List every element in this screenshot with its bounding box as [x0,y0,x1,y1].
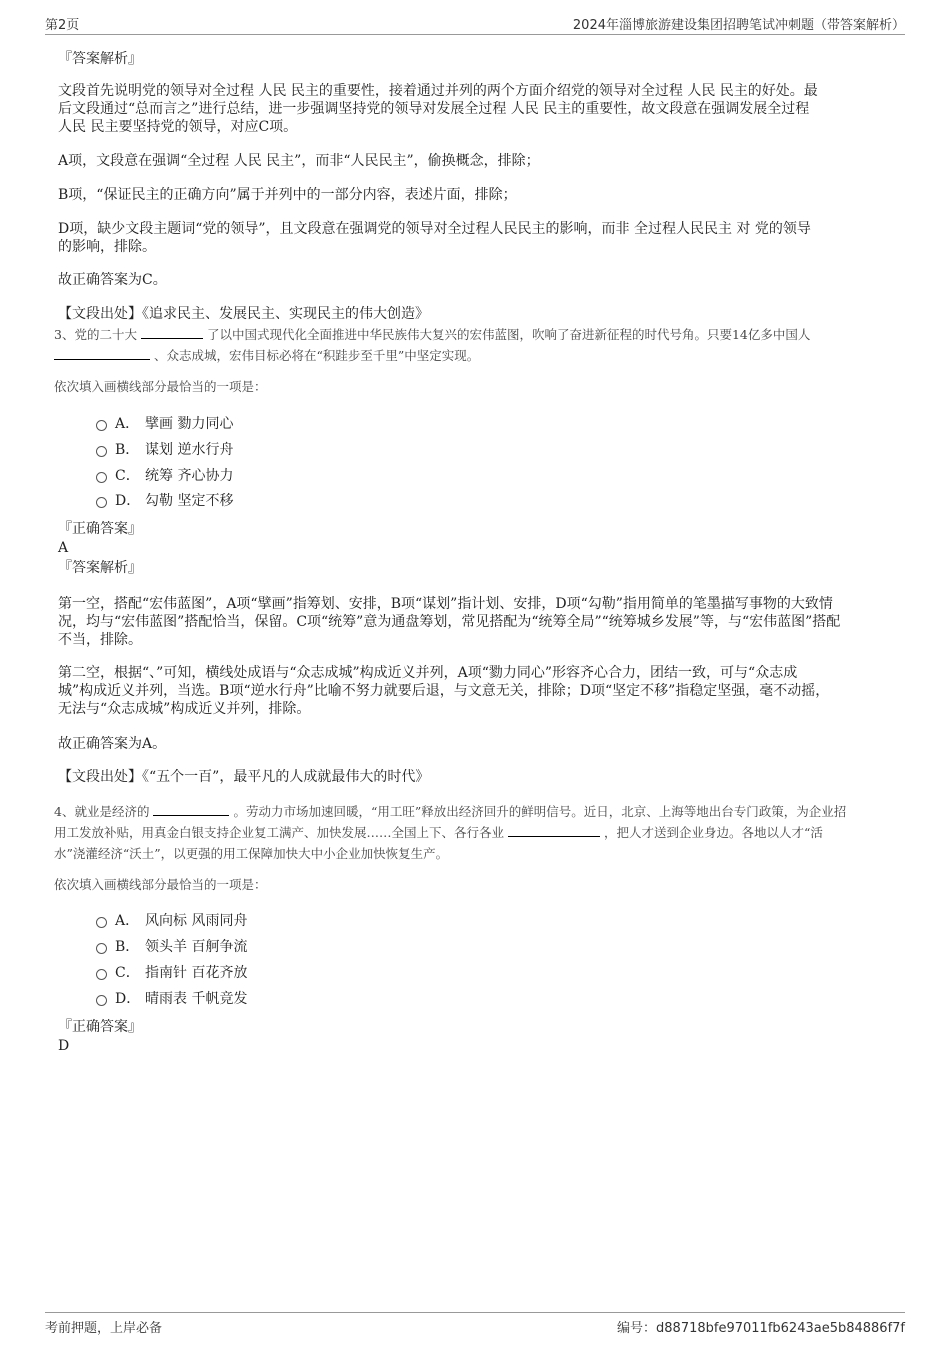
stem-line [54,801,904,822]
option-d[interactable] [96,491,233,511]
option-c[interactable] [96,466,233,486]
question-stem [54,801,904,864]
option-text: 统筹 齐心协力 [145,468,234,484]
radio-icon[interactable] [96,995,107,1006]
option-c[interactable] [96,963,247,983]
text-line: 第一空，搭配“宏伟蓝图”，A项“擘画”指筹划、安排，B项“谋划”指计划、安排，D项“勾勒”指用简单的笔墨描写事物的大致情 [58,596,833,612]
conclusion: 故正确答案为A。 [58,736,167,752]
text-line: 况，均与“宏伟蓝图”搭配恰当，保留。C项“统筹”意为通盘筹划，常见搭配为“统筹全局”“统筹城乡发展”等，与“宏伟蓝图”搭配 [58,614,841,630]
text-line: 无法与“众志成城”构成近义并列，排除。 [58,701,311,717]
stem-text: 水”浇灌经济“沃土”，以更强的用工保障加快大中小企业加快恢复生产。 [54,846,449,861]
option-a[interactable] [96,911,247,931]
analysis-paragraph [58,664,898,718]
option-text: 谋划 逆水行舟 [145,442,234,458]
analysis-paragraph [58,595,898,649]
option-letter: D． [115,991,141,1007]
source: 【文段出处】《“五个一百”，最平凡的人成就最伟大的时代》 [58,769,430,785]
stem-line [54,345,904,366]
answer-tag: 『正确答案』 [58,1019,142,1035]
radio-icon[interactable] [96,420,107,431]
option-letter: B． [115,939,140,955]
answer: D [58,1038,70,1054]
stem-text: ，把人才送到企业身边。各地以人才“活 [603,825,823,840]
option-analysis-b: B项，“保证民主的正确方向”属于并列中的一部分内容，表述片面，排除； [58,187,517,203]
fill-blank [54,347,150,360]
text-line: D项，缺少文段主题词“党的领导”，且文段意在强调党的领导对全过程人民民主的影响，而非 全过程人民民主 对 党的领导 [58,221,811,237]
fill-blank [508,824,600,837]
question-stem [54,324,904,366]
option-letter: C． [115,965,140,981]
option-letter: A． [115,913,140,929]
text-line: 城”构成近义并列，当选。B项“逆水行舟”比喻不努力就要后退，与文意无关，排除；D项“坚定不移”指稳定坚强，毫不动摇， [58,683,830,699]
option-text: 指南针 百花齐放 [145,965,248,981]
stem-line [54,822,904,843]
option-a[interactable] [96,414,233,434]
conclusion: 故正确答案为C。 [58,272,167,288]
option-text: 晴雨表 千帆竞发 [145,991,248,1007]
option-text: 风向标 风雨同舟 [145,913,248,929]
option-text: 擘画 勠力同心 [145,416,234,432]
fill-blank [141,326,203,339]
page-number: 第2页 [45,18,80,33]
radio-icon[interactable] [96,969,107,980]
text-line: 后文段通过“总而言之”进行总结，进一步强调坚持党的领导对发展全过程 人民 民主的重要性，故文段意在强调发展全过程 [58,101,810,117]
radio-icon[interactable] [96,943,107,954]
source: 【文段出处】《追求民主、发展民主、实现民主的伟大创造》 [58,306,429,322]
radio-icon[interactable] [96,497,107,508]
text-line: 第二空，根据“、”可知，横线处成语与“众志成城”构成近义并列，A项“勠力同心”形容齐心合力，团结一致，可与“众志成 [58,665,798,681]
analysis-paragraph [58,82,898,136]
analysis-tag: 『答案解析』 [58,51,142,67]
option-letter: C． [115,468,140,484]
option-d[interactable] [96,989,247,1009]
document-title: 2024年淄博旅游建设集团招聘笔试冲刺题（带答案解析） [572,18,905,33]
fill-blank [153,803,229,816]
stem-text: 了以中国式现代化全面推进中华民族伟大复兴的宏伟蓝图，吹响了奋进新征程的时代号角。只要14亿多中国人 [206,327,811,342]
document-id: 编号：d88718bfe97011fb6243ae5b84886f7f [617,1321,905,1336]
page-header [45,12,905,35]
text-line: 人民 民主要坚持党的领导，对应C项。 [58,119,298,135]
option-analysis-d [58,220,898,256]
page-footer [45,1312,905,1335]
text-line: 的影响，排除。 [58,239,156,255]
option-letter: B． [115,442,140,458]
option-analysis-a: A项，文段意在强调“全过程 人民 民主”，而非“人民民主”，偷换概念，排除； [58,153,540,169]
stem-text: 、众志成城，宏伟目标必将在“积跬步至千里”中坚定实现。 [153,348,480,363]
stem-text: 。劳动力市场加速回暖，“用工旺”释放出经济回升的鲜明信号。近日，北京、上海等地出台专门政策，为企业招 [233,804,847,819]
stem-text: 用工发放补贴，用真金白银支持企业复工满产、加快发展……全国上下、各行各业 [54,825,505,840]
option-text: 领头羊 百舸争流 [145,939,248,955]
option-b[interactable] [96,937,247,957]
stem-line [54,324,904,345]
question-prompt: 依次填入画横线部分最恰当的一项是： [54,877,267,892]
option-letter: D． [115,493,141,509]
option-text: 勾勒 坚定不移 [145,493,234,509]
stem-text: 3、党的二十大 [54,327,137,342]
option-letter: A． [115,416,140,432]
answer-tag: 『正确答案』 [58,521,142,537]
text-line: 不当，排除。 [58,632,142,648]
answer: A [58,540,69,556]
stem-line [54,843,904,864]
analysis-tag: 『答案解析』 [58,560,142,576]
radio-icon[interactable] [96,917,107,928]
footer-slogan: 考前押题，上岸必备 [45,1321,163,1336]
radio-icon[interactable] [96,472,107,483]
question-prompt: 依次填入画横线部分最恰当的一项是： [54,379,267,394]
option-b[interactable] [96,440,233,460]
radio-icon[interactable] [96,446,107,457]
text-line: 文段首先说明党的领导对全过程 人民 民主的重要性，接着通过并列的两个方面介绍党的领导对全过程 人民 民主的好处。最 [58,83,818,99]
stem-text: 4、就业是经济的 [54,804,150,819]
